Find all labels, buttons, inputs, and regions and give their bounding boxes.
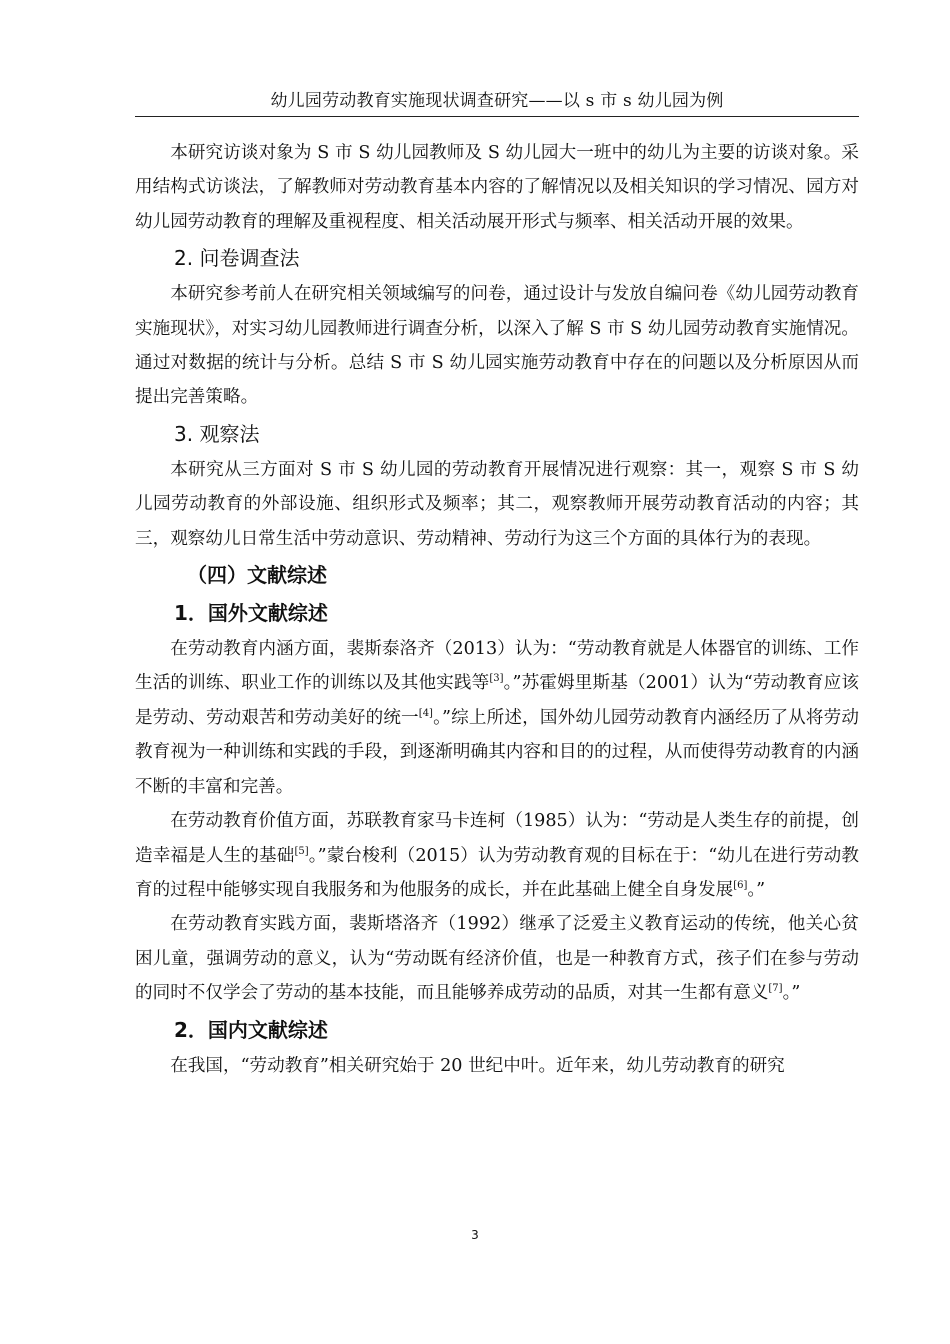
text-segment: 在劳动教育价值方面，苏联教育家马卡连柯（1985）认为：“劳动是人类生存的前提，创造幸福是人生的基础: [135, 811, 859, 866]
text-segment: 在劳动教育内涵方面，裴斯泰洛齐（2013）认为：“劳动教育就是人体器官的训练、工作生活的训练、职业工作的训练以及其他实践等: [135, 639, 859, 694]
running-header: 幼儿园劳动教育实施现状调查研究——以 s 市 s 幼儿园为例: [135, 88, 859, 117]
text-segment: 。”蒙台梭利（2015）认为劳动教育观的目标在于：“幼儿在进行劳动教育的过程中能够实现自我服务和为他服务的成长，并在此基础上健全自身发展: [135, 845, 859, 900]
paragraph-interview: 本研究访谈对象为 S 市 S 幼儿园教师及 S 幼儿园大一班中的幼儿为主要的访谈对象。采用结构式访谈法，了解教师对劳动教育基本内容的了解情况以及相关知识的学习情况、园方对幼儿园劳动教育的理解及重视程度、相关活动展开形式与频率、相关活动开展的效果。: [135, 143, 859, 232]
citation-ref: [7]: [768, 983, 783, 995]
citation-ref: [4]: [418, 707, 433, 719]
text-segment: 。”: [747, 879, 766, 900]
paragraph-observation: 本研究从三方面对 S 市 S 幼儿园的劳动教育开展情况进行观察：其一，观察 S 市 S 幼儿园劳动教育的外部设施、组织形式及频率；其二，观察教师开展劳动教育活动的内容；其三，观察幼儿日常生活中劳动意识、劳动精神、劳动行为这三个方面的具体行为的表现。: [135, 459, 859, 549]
heading-foreign-literature: 1．国外文献综述: [174, 601, 328, 626]
text-segment: 。”: [782, 983, 801, 1004]
text-segment: 在劳动教育实践方面，裴斯塔洛齐（1992）继承了泛爱主义教育运动的传统，他关心贫困儿童，强调劳动的意义，认为“劳动既有经济价值，也是一种教育方式，孩子们在参与劳动的同时不仅学会了劳动的基本技能，而且能够养成劳动的品质，对其一生都有意义: [135, 914, 859, 1004]
paragraph-domestic: 在我国，“劳动教育”相关研究始于 20 世纪中叶。近年来，幼儿劳动教育的研究: [170, 1055, 785, 1076]
paragraph-value: [135, 804, 859, 907]
citation-ref: [6]: [733, 879, 748, 891]
paragraph-questionnaire: 本研究参考前人在研究相关领域编写的问卷，通过设计与发放自编问卷《幼儿园劳动教育实施现状》，对实习幼儿园教师进行调查分析，以深入了解 S 市 S 幼儿园劳动教育实施情况。通过对数据的统计与分析。总结 S 市 S 幼儿园实施劳动教育中存在的问题以及分析原因从而提出完善策略。: [135, 284, 859, 408]
main-content: [135, 136, 859, 1083]
page-number: 3: [471, 1228, 479, 1242]
heading-questionnaire: 2. 问卷调查法: [174, 246, 300, 271]
citation-ref: [3]: [489, 673, 504, 685]
heading-observation: 3. 观察法: [174, 421, 260, 446]
heading-domestic-literature: 2．国内文献综述: [174, 1017, 328, 1042]
citation-ref: [5]: [294, 845, 309, 857]
text-segment: 。”综上所述，国外幼儿园劳动教育内涵经历了从将劳动教育视为一种训练和实践的手段，到逐渐明确其内容和目的的过程，从而使得劳动教育的内涵不断的丰富和完善。: [135, 707, 859, 797]
section-heading-literature: （四）文献综述: [187, 563, 327, 588]
text-segment: 。”苏霍姆里斯基（2001）认为“劳动教育应该是劳动、劳动艰苦和劳动美好的统一: [135, 673, 859, 728]
paragraph-practice: [135, 907, 859, 1010]
paragraph-connotation: [135, 632, 859, 804]
